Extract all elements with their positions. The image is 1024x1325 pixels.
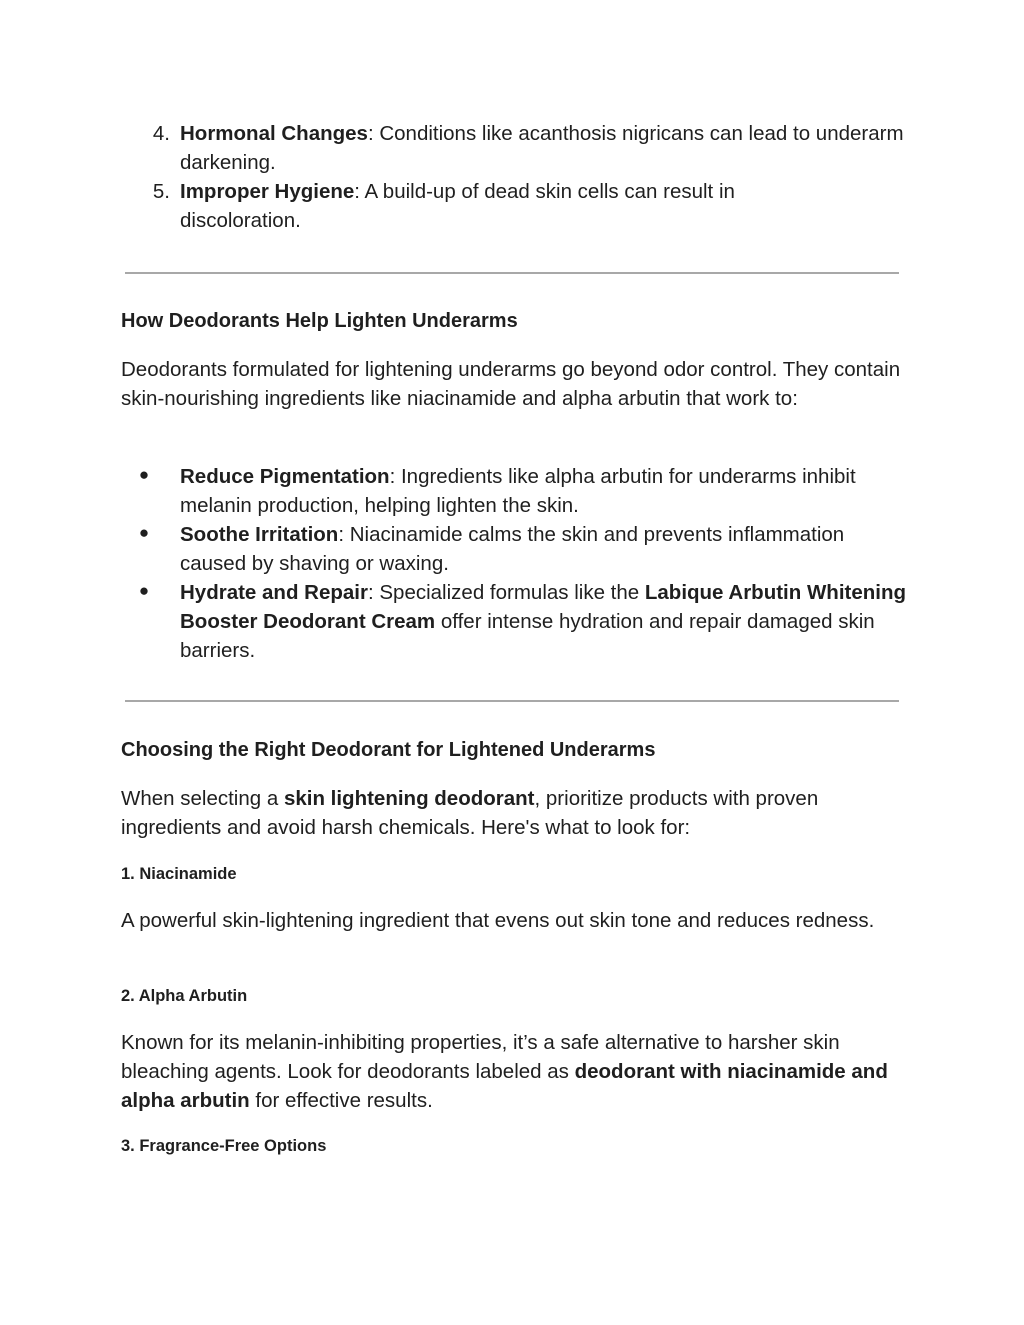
bullet-marker: ●: [138, 581, 150, 600]
subheading: 1. Niacinamide: [121, 865, 237, 883]
keyword: skin lightening deodorant: [283, 787, 535, 810]
section-paragraph: Deodorants formulated for lightening underarms go beyond odor control. They contain skin-nourishing ingredients like niacinamide and alpha arbutin that work to:: [121, 358, 901, 410]
subsection-paragraph: Known for its melanin-inhibiting properties, it’s a safe alternative to harsher skin bleaching agents. Look for deodorants labeled as deodorant with niacinamide and alpha arbutin for effective results.: [121, 1031, 888, 1112]
list-number: 5.: [152, 180, 170, 203]
bullet-marker: ●: [138, 523, 150, 542]
list-item-text: Reduce Pigmentation: Ingredients like alpha arbutin for underarms inhibit melanin production, helping lighten the skin.: [180, 465, 856, 517]
subsection-paragraph: A powerful skin-lightening ingredient that evens out skin tone and reduces redness.: [121, 909, 875, 932]
list-item-term: Reduce Pigmentation: [180, 465, 390, 488]
list-item-text: Soothe Irritation: Niacinamide calms the skin and prevents inflammation caused by shaving or waxing.: [180, 523, 845, 575]
list-item-term: Hormonal Changes: [180, 122, 368, 145]
list-item-text: Hormonal Changes: Conditions like acanthosis nigricans can lead to underarm darkening.: [180, 122, 904, 174]
keyword: deodorant with niacinamide and alpha arbutin: [121, 1060, 888, 1112]
list-item-text: Improper Hygiene: A build-up of dead skin cells can result in discoloration.: [180, 180, 735, 232]
list-item-text: Hydrate and Repair: Specialized formulas like the Labique Arbutin Whitening Booster Deodorant Cream offer intense hydration and repair damaged skin barriers.: [180, 581, 907, 662]
list-item-term: Improper Hygiene: [180, 180, 355, 203]
horizontal-divider: [125, 272, 899, 274]
product-name: Labique Arbutin Whitening Booster Deodorant Cream: [180, 581, 907, 633]
subheading: 3. Fragrance-Free Options: [121, 1137, 327, 1155]
section-heading: How Deodorants Help Lighten Underarms: [121, 310, 518, 332]
horizontal-divider: [125, 700, 899, 702]
list-item-term: Hydrate and Repair: [180, 581, 368, 604]
list-number: 4.: [152, 122, 170, 145]
list-item-term: Soothe Irritation: [180, 523, 339, 546]
bullet-marker: ●: [138, 465, 150, 484]
section-heading: Choosing the Right Deodorant for Lightened Underarms: [121, 739, 656, 761]
section-paragraph: When selecting a skin lightening deodorant, prioritize products with proven ingredients and avoid harsh chemicals. Here's what to look for:: [121, 787, 819, 839]
subheading: 2. Alpha Arbutin: [121, 987, 248, 1005]
